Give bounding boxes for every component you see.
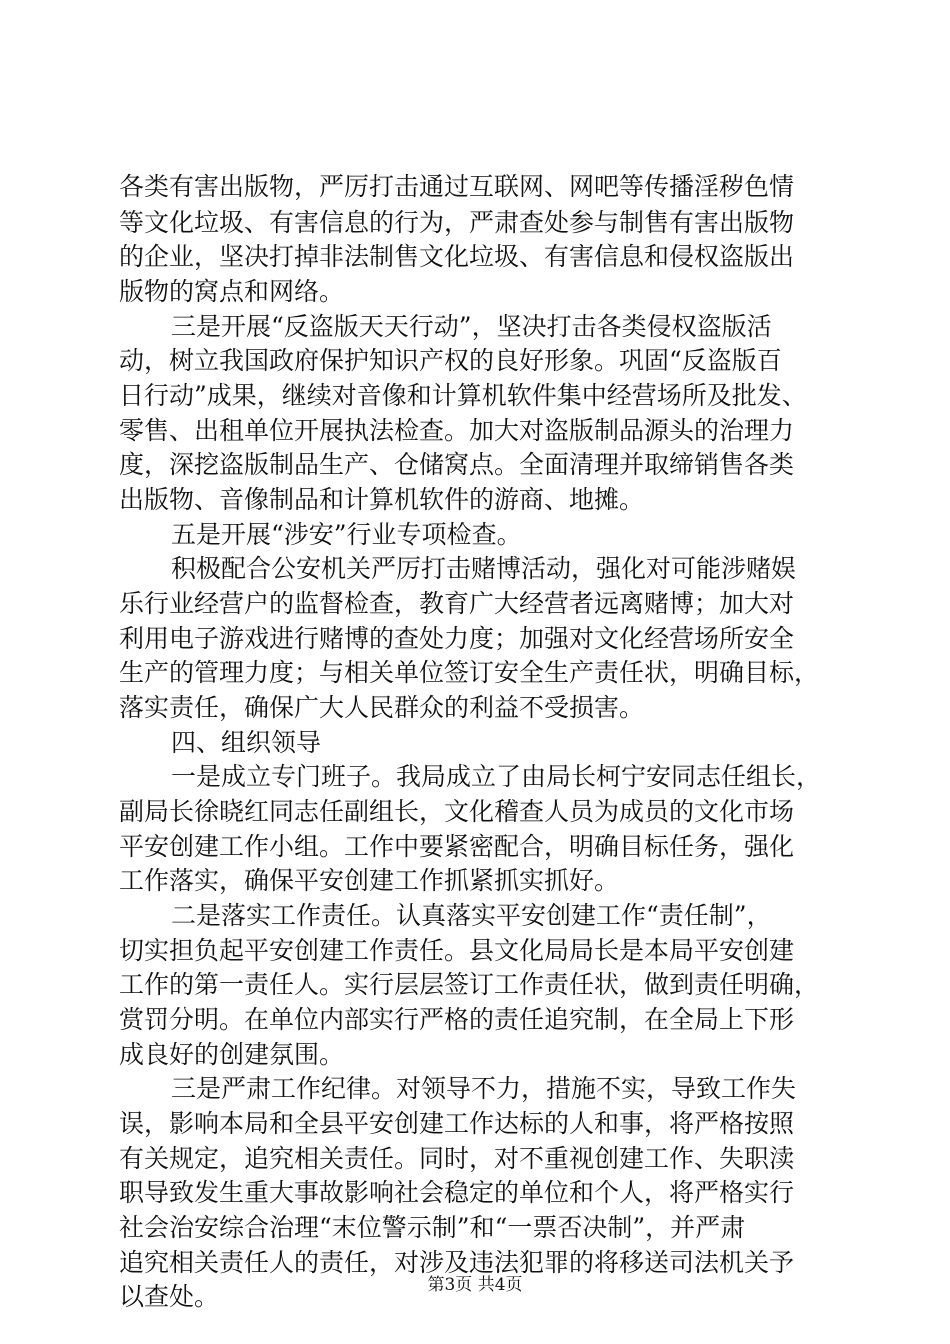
text-line: 积极配合公安机关严厉打击赌博活动，强化对可能涉赌娱 (171, 554, 797, 583)
text-line: 以查处。 (119, 1282, 220, 1311)
text-line: 各类有害出版物，严厉打击通过互联网、网吧等传播淫秽色情 (119, 172, 795, 201)
text-line: 落实责任，确保广大人民群众的利益不受损害。 (119, 693, 645, 722)
text-line: 有关规定，追究相关责任。同时，对不重视创建工作、失职渎 (119, 1144, 795, 1173)
text-line: 副局长徐晓红同志任副组长，文化稽查人员为成员的文化市场 (119, 797, 795, 826)
text-line: 利用电子游戏进行赌博的查处力度；加强对文化经营场所安全 (119, 624, 795, 653)
text-line: 成良好的创建氛围。 (119, 1040, 345, 1069)
text-line: 平安创建工作小组。工作中要紧密配合，明确目标任务，强化 (119, 832, 795, 861)
text-line: 版物的窝点和网络。 (119, 277, 345, 306)
text-line: 日行动”成果，继续对音像和计算机软件集中经营场所及批发、 (119, 381, 807, 410)
text-line: 赏罚分明。在单位内部实行严格的责任追究制，在全局上下形 (119, 1005, 795, 1034)
text-line: 乐行业经营户的监督检查，教育广大经营者远离赌博；加大对 (119, 589, 795, 618)
page-number-footer: 第3页 共4页 (427, 1275, 523, 1295)
text-line: 五是开展“涉安”行业专项检查。 (171, 520, 522, 549)
text-line: 社会治安综合治理“末位警示制”和“一票否决制”，并严肃 (119, 1213, 746, 1242)
text-line: 动，树立我国政府保护知识产权的良好形象。巩固“反盗版百 (119, 346, 782, 375)
text-line: 的企业，坚决打掉非法制售文化垃圾、有害信息和侵权盗版出 (119, 242, 795, 271)
text-line: 等文化垃圾、有害信息的行为，严肃查处参与制售有害出版物 (119, 208, 795, 237)
text-line: 生产的管理力度；与相关单位签订安全生产责任状，明确目标， (119, 658, 820, 687)
text-line: 工作落实，确保平安创建工作抓紧抓实抓好。 (119, 866, 620, 895)
text-line: 误，影响本局和全县平安创建工作达标的人和事，将严格按照 (119, 1109, 795, 1138)
text-line: 工作的第一责任人。实行层层签订工作责任状，做到责任明确， (119, 970, 820, 999)
text-line: 三是开展“反盗版天天行动”，坚决打击各类侵权盗版活 (171, 312, 772, 341)
text-line: 出版物、音像制品和计算机软件的游商、地摊。 (119, 485, 645, 514)
text-line: 度，深挖盗版制品生产、仓储窝点。全面清理并取缔销售各类 (119, 450, 795, 479)
section-heading: 四、组织领导 (171, 728, 322, 757)
text-line: 追究相关责任人的责任，对涉及违法犯罪的将移送司法机关予 (119, 1248, 795, 1277)
text-line: 二是落实工作责任。认真落实平安创建工作“责任制”， (171, 901, 772, 930)
text-line: 职导致发生重大事故影响社会稳定的单位和个人，将严格实行 (119, 1178, 795, 1207)
text-line: 切实担负起平安创建工作责任。县文化局局长是本局平安创建 (119, 936, 795, 965)
text-line: 零售、出租单位开展执法检查。加大对盗版制品源头的治理力 (119, 416, 795, 445)
text-line: 三是严肃工作纪律。对领导不力，措施不实，导致工作失 (171, 1074, 797, 1103)
text-line: 一是成立专门班子。我局成立了由局长柯宁安同志任组长， (171, 762, 822, 791)
